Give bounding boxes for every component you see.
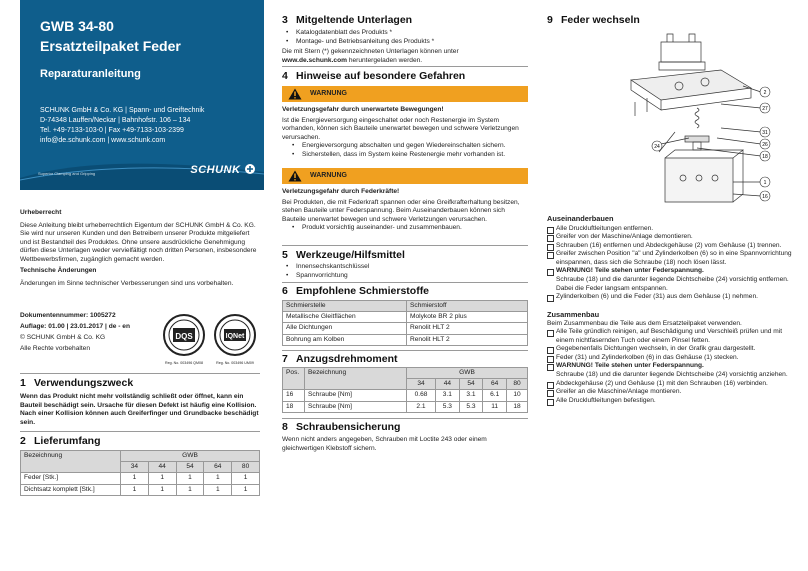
list-item: • Innensechskantschlüssel: [282, 263, 528, 272]
table-cell: 16: [283, 390, 305, 401]
torque-size: 34: [407, 379, 436, 390]
section-5-heading: [282, 249, 405, 262]
divider: [282, 245, 528, 246]
tech-changes-text: Änderungen im Sinne technischer Verbesserungen sind uns vorbehalten.: [20, 279, 234, 287]
table-cell: 1: [176, 473, 204, 484]
step-item: Greifer von der Maschine/Anlage demontieren.: [547, 233, 801, 242]
section-6-heading: [282, 285, 429, 298]
table-cell: 18: [507, 401, 528, 412]
table-cell: 1: [148, 484, 176, 495]
warning-2-heading: Verletzungsgefahr durch Federkräfte!: [282, 188, 400, 195]
iqnet-cert-badge: [213, 313, 257, 365]
table-cell: 1: [232, 473, 260, 484]
table-cell: Metallische Gleitflächen: [283, 312, 407, 323]
section-7-title: Anzugsdrehmoment: [296, 353, 398, 365]
cover-company: SCHUNK GmbH & Co. KG | Spann- und Greiftechnik: [40, 107, 205, 114]
section-3-note: [282, 48, 528, 65]
table-cell: Alle Dichtungen: [283, 323, 407, 334]
table-cell: Molykote BR 2 plus: [407, 312, 528, 323]
warning-2-list: [282, 224, 528, 233]
table-cell: Schraube [Nm]: [305, 390, 407, 401]
disassembly-heading: Auseinanderbauen: [547, 214, 614, 223]
assembly-heading: Zusammenbau: [547, 310, 600, 319]
warning-icon: [288, 170, 302, 182]
doc-rights: Alle Rechte vorbehalten: [20, 344, 91, 352]
table-row: [21, 473, 260, 484]
section-8-title: Schraubensicherung: [296, 421, 401, 433]
section-2-num: 2: [20, 435, 26, 447]
section-6-title: Empfohlene Schmierstoffe: [296, 285, 430, 297]
divider: [20, 373, 260, 374]
doc-edition: Auflage: 01.00 | 23.01.2017 | de - en: [20, 322, 130, 330]
copyright-heading: Urheberrecht: [20, 209, 62, 216]
divider: [282, 282, 528, 283]
section-3-title: Mitgeltende Unterlagen: [296, 14, 413, 26]
cover-slogan: Superior Clamping and Gripping: [38, 171, 96, 176]
section-3-list: [282, 29, 528, 46]
section-8-text: Wenn nicht anders angegeben, Schrauben mit Loctite 243 oder einem gleichwertigen Klebstoff sichern.: [282, 436, 487, 452]
torque-head-label: Bezeichnung: [305, 368, 407, 390]
schunk-logo: [190, 163, 256, 178]
section-7-num: 7: [282, 353, 288, 365]
table-cell: 5.3: [459, 401, 483, 412]
table-cell: 0.68: [407, 390, 436, 401]
cover-address: [40, 106, 204, 147]
cover-web: info@de.schunk.com | www.schunk.com: [40, 137, 166, 145]
step-item: Greifer an die Maschine/Anlage montieren.: [547, 388, 801, 397]
section-6-num: 6: [282, 285, 288, 297]
step-item: Abdeckgehäuse (2) und Gehäuse (1) mit den Schrauben (16) verbinden.: [547, 380, 801, 389]
step-warning-text: Schraube (18) und die darunter liegende Dichtscheibe (24) vorsichtig entfernen. Dabei die Feder langsam entspannen.: [556, 276, 789, 292]
step-item: Feder (31) und Zylinderkolben (6) in das Gehäuse (1) stecken.: [547, 354, 801, 363]
doc-number: Dokumentennummer: 1005272: [20, 312, 116, 319]
torque-size: 80: [507, 379, 528, 390]
section-8-heading: [282, 421, 400, 434]
warning-1-text: Ist die Energieversorgung eingeschaltet oder noch Restenergie im System vorhanden, können sich Bauteile unerwartet bewegen und schwere Verletzungen verursachen.: [282, 116, 519, 141]
cover-title-line2: Ersatzteilpaket Feder: [40, 38, 181, 54]
section-1-heading: [20, 377, 133, 390]
table-cell: Schraube [Nm]: [305, 401, 407, 412]
section-5-list: [282, 263, 528, 280]
divider: [282, 350, 528, 351]
list-item: • Katalogdatenblatt des Produkts *: [282, 29, 528, 38]
cover-title-line1: GWB 34-80: [40, 18, 114, 34]
table-cell: Renolit HLT 2: [407, 323, 528, 334]
table-row: [283, 323, 528, 334]
iqnet-seal-icon: [213, 313, 257, 357]
exploded-view-drawing: [601, 32, 781, 210]
delivery-size: 64: [204, 462, 232, 473]
section-3-num: 3: [282, 14, 288, 26]
step-warning: WARNUNG! Teile stehen unter Federspannung.: [547, 362, 801, 371]
section-4-num: 4: [282, 70, 288, 82]
table-cell: 11: [483, 401, 507, 412]
cover-street: D-74348 Lauffen/Neckar | Bahnhofstr. 106 – 134: [40, 117, 191, 125]
cert1-name: DQS: [175, 332, 193, 341]
tech-changes-heading: Technische Änderungen: [20, 267, 97, 275]
section-9-title: Feder wechseln: [561, 14, 640, 26]
table-cell: 1: [204, 473, 232, 484]
section-1-title: Verwendungszweck: [34, 377, 134, 389]
callout-label: 24: [654, 144, 660, 150]
table-cell: 3.1: [459, 390, 483, 401]
table-row: [283, 312, 528, 323]
doc-copyright: © SCHUNK GmbH & Co. KG: [20, 333, 106, 341]
cert2-name: IQNet: [225, 333, 245, 340]
step-warning: WARNUNG! Teile stehen unter Federspannung.: [547, 267, 801, 276]
step-item: Gegebenenfalls Dichtungen wechseln, in der Grafik grau dargestellt.: [547, 345, 801, 354]
cert1-reg: Reg. No. 003496 QM08: [165, 360, 203, 365]
section-3-note-b: heruntergeladen werden.: [346, 56, 423, 64]
table-cell: 1: [176, 484, 204, 495]
list-item: • Produkt vorsichtig auseinander- und zusammenbauen.: [288, 224, 528, 233]
torque-table: [282, 367, 528, 413]
table-cell: 10: [507, 390, 528, 401]
delivery-size: 80: [232, 462, 260, 473]
disassembly-block: [547, 214, 801, 302]
lubricant-head-lubricant: Schmierstoff: [407, 301, 528, 312]
table-cell: 1: [148, 473, 176, 484]
delivery-size: 54: [176, 462, 204, 473]
torque-size: 44: [436, 379, 460, 390]
assembly-intro: Beim Zusammenbau die Teile aus dem Ersatzteilpaket verwenden.: [547, 319, 742, 327]
section-2-heading: [20, 435, 101, 448]
table-cell: 2.1: [407, 401, 436, 412]
section-5-num: 5: [282, 249, 288, 261]
callout-label: 16: [762, 194, 768, 200]
table-cell: 5.3: [436, 401, 460, 412]
schunk-website-link[interactable]: www.de.schunk.com: [282, 56, 347, 64]
copyright-block: [20, 209, 260, 289]
section-9-num: 9: [547, 14, 553, 26]
delivery-table: [20, 450, 260, 496]
callout-label: 27: [762, 106, 768, 112]
callout-label: 26: [762, 142, 768, 148]
table-cell: Feder [Stk.]: [21, 473, 121, 484]
torque-head-group: GWB: [407, 368, 528, 379]
table-cell: Dichtsatz komplett [Stk.]: [21, 484, 121, 495]
table-row: [283, 401, 528, 412]
list-item: • Sicherstellen, dass im System keine Restenergie mehr vorhanden ist.: [288, 151, 528, 160]
schunk-logo-text: SCHUNK: [190, 164, 241, 176]
list-item: • Montage- und Betriebsanleitung des Produkts *: [282, 38, 528, 47]
table-cell: 6.1: [483, 390, 507, 401]
delivery-head-group: GWB: [121, 451, 260, 462]
step-item: Zylinderkolben (6) und die Feder (31) aus dem Gehäuse (1) nehmen.: [547, 293, 801, 302]
section-1-text: Wenn das Produkt nicht mehr vollständig schließt oder öffnet, kann ein Bauteil beschädigt sein. Ursache für diesen Defekt ist häufig eine Kollision. Nach einer Kollision können auch Greiferfinger und Grundbacke beschädigt sein.: [20, 393, 259, 426]
assembly-block: [547, 310, 801, 405]
step-item: Schrauben (16) entfernen und Abdeckgehäuse (2) vom Gehäuse (1) trennen.: [547, 242, 801, 251]
section-4-heading: [282, 70, 465, 83]
torque-head-pos: Pos.: [283, 368, 305, 390]
table-cell: 3.1: [436, 390, 460, 401]
callout-label: 31: [762, 130, 768, 136]
table-cell: Bohrung am Kolben: [283, 334, 407, 345]
disassembly-steps: [547, 225, 801, 302]
table-cell: 1: [232, 484, 260, 495]
list-item: • Spannvorrichtung: [282, 272, 528, 281]
section-1-num: 1: [20, 377, 26, 389]
step-item: Alle Druckluftleitungen entfernen.: [547, 225, 801, 234]
table-row: [283, 334, 528, 345]
step-item: Alle Druckluftleitungen befestigen.: [547, 397, 801, 406]
section-2-title: Lieferumfang: [34, 435, 101, 447]
dqs-cert-badge: [162, 313, 206, 365]
section-8-num: 8: [282, 421, 288, 433]
section-4-title: Hinweise auf besondere Gefahren: [296, 70, 466, 82]
dqs-seal-icon: [162, 313, 206, 357]
assembly-steps: [547, 328, 801, 405]
warning-2-text: Bei Produkten, die mit Federkraft spannen oder eine Greifkrafterhaltung besitzen, stehen Bauteile unter Federspannung. Beim Auseinanderbauen können sich Bauteile unerwartet bewegen und schwere Verletzungen verursachen.: [282, 198, 520, 223]
doc-info: [20, 311, 140, 355]
callout-label: 18: [762, 154, 768, 160]
warning-icon: [288, 88, 302, 100]
table-cell: 18: [283, 401, 305, 412]
step-warning-text: Schraube (18) und die darunter liegende Dichtscheibe (24) vorsichtig anziehen.: [556, 371, 788, 378]
table-cell: Renolit HLT 2: [407, 334, 528, 345]
step-item: Greifer zwischen Position "a" und Zylinderkolben (6) so in eine Spannvorrichtung einspannen, dass sich die Schraube (18) noch lösen lässt.: [547, 250, 801, 267]
warning-label: WARNUNG: [310, 172, 347, 179]
warning-1-body: [282, 106, 528, 159]
table-row: [21, 484, 260, 495]
lubricant-table: [282, 300, 528, 346]
warning-2-body: [282, 188, 528, 233]
schunk-logo-mark-icon: [244, 163, 256, 175]
lubricant-head-point: Schmierstelle: [283, 301, 407, 312]
callout-label: 2: [763, 90, 767, 96]
torque-size: 64: [483, 379, 507, 390]
table-cell: 1: [121, 473, 149, 484]
copyright-text: Diese Anleitung bleibt urheberrechtlich Eigentum der SCHUNK GmbH & Co. KG. Sie wird nur unseren Kunden und den Betreibern unserer Produkte mitgeliefert und ist Bestandteil des Produktes. Ohne unsere ausdrückliche Genehmigung dürfen diese Unterlagen weder vervielfältigt noch dritten Personen, insbesondere Wettbewerbsfirmen, zugänglich gemacht werden.: [20, 221, 257, 263]
torque-size: 54: [459, 379, 483, 390]
delivery-head-label: Bezeichnung: [21, 451, 121, 473]
table-cell: 1: [121, 484, 149, 495]
section-3-heading: [282, 14, 412, 27]
divider: [282, 66, 528, 67]
step-item: Alle Teile gründlich reinigen, auf Beschädigung und Verschleiß prüfen und mit einem nichtfasernden Tuch oder einem Pinsel fetten.: [547, 328, 801, 345]
callout-label: 1: [763, 180, 767, 186]
warning-label: WARNUNG: [310, 90, 347, 97]
warning-banner: [282, 168, 528, 184]
list-item: • Energieversorgung abschalten und gegen Wiedereinschalten sichern.: [288, 142, 528, 151]
divider: [20, 431, 260, 432]
warning-1-heading: Verletzungsgefahr durch unerwartete Bewegungen!: [282, 106, 444, 113]
delivery-size: 34: [121, 462, 149, 473]
table-row: [283, 390, 528, 401]
table-cell: 1: [204, 484, 232, 495]
cover-subtitle: Reparaturanleitung: [40, 68, 141, 80]
divider: [282, 418, 528, 419]
cover-panel: [20, 0, 264, 190]
section-7-heading: [282, 353, 398, 366]
warning-1-list: [282, 142, 528, 159]
cert2-reg: Reg. No. 003496 UM09: [216, 360, 254, 365]
warning-banner: [282, 86, 528, 102]
cover-phone: Tel. +49-7133-103-0 | Fax +49-7133-103-2399: [40, 127, 184, 135]
section-5-title: Werkzeuge/Hilfsmittel: [296, 249, 405, 261]
delivery-size: 44: [148, 462, 176, 473]
section-9-heading: [547, 14, 640, 27]
section-3-note-a: Die mit Stern (*) gekennzeichneten Unterlagen können unter: [282, 48, 459, 55]
